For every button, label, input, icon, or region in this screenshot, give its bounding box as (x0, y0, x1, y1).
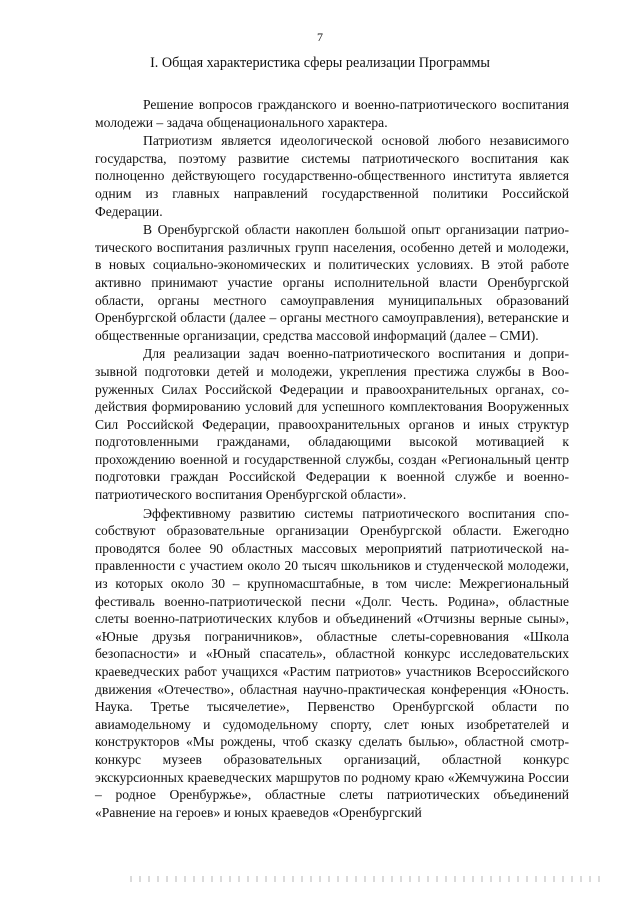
paragraph: Решение вопросов гражданского и военно-патриотического воспитания молодежи – задача общенационального характера. (95, 97, 569, 130)
page-number: 7 (317, 30, 323, 44)
scan-footer-artifact (130, 876, 600, 882)
paragraph: Эффективному развитию системы патриотического воспитания способствуют образовательные организации Оренбургской области. Ежегодно проводятся более 90 областных массовых мероприятий патриотической направленности с участием около 20 тысяч школьников и студенческой молодежи, из которых около 30 – крупномасштабные, в том числе: Межрегиональный фестиваль военно-патриотической песни «Долг. Честь. Родина», областные слеты военно-патриотических клубов и объединений «Отчизны верные сыны», «Юные друзья пограничников», областные слеты-соревнования «Школа безопасности» и «Юный спасатель», областной конкурс исследовательских краеведческих работ учащихся «Растим патриотов» участников Всероссийского движения «Отечество», областная научно-практическая конференция «Юность. Наука. Третье тысячелетие», Первенство Оренбургской области по авиамодельному и судомодельному спорту, слет юных изобретателей и конструкторов «Мы рождены, чтоб сказку сделать былью», областной смотр-конкурс музеев образовательных организаций, областной конкурс экскурсионных краеведческих маршрутов по родному краю «Жемчужина России – родное Оренбуржье», областные слеты патриотических объединений «Равнение на героев» и юных краеведов «Оренбургский (95, 505, 569, 820)
paragraph: В Оренбургской области накоплен большой опыт организации патриотического воспитания различных групп населения, особенно детей и молодежи, в новых социально-экономических и политических условиях. В этой работе активно принимают участие органы исполнительной власти Оренбургской области, органы местного самоуправления муниципальных образований Оренбургской области (далее – органы местного самоуправления), ветеранские и общественные организации, средства массовой информаций (далее – СМИ). (95, 222, 569, 343)
section-title: I. Общая характеристика сферы реализации Программы (150, 55, 490, 71)
paragraph: Патриотизм является идеологической основой любого независимого государства, поэтому развитие системы патриотического воспитания как полноценно действующего государственно-общественного института является одним из главных направлений государственной политики Российской Федерации. (95, 133, 569, 219)
paragraph: Для реализации задач военно-патриотического воспитания и допризывной подготовки детей и молодежи, укрепления престижа службы в Вооруженных Силах Российской Федерации и правоохранительных органах, содействия формированию условий для успешного комплектования Вооруженных Сил Российской Федерации, правоохранительных органов и иных структур подготовленными гражданами, обладающими высокой мотивацией к прохождению военной и государственной службы, создан «Региональный центр подготовки граждан Российской Федерации к военной службе и военно-патриотического воспитания Оренбургской области». (95, 346, 569, 503)
body-text (95, 96, 569, 822)
